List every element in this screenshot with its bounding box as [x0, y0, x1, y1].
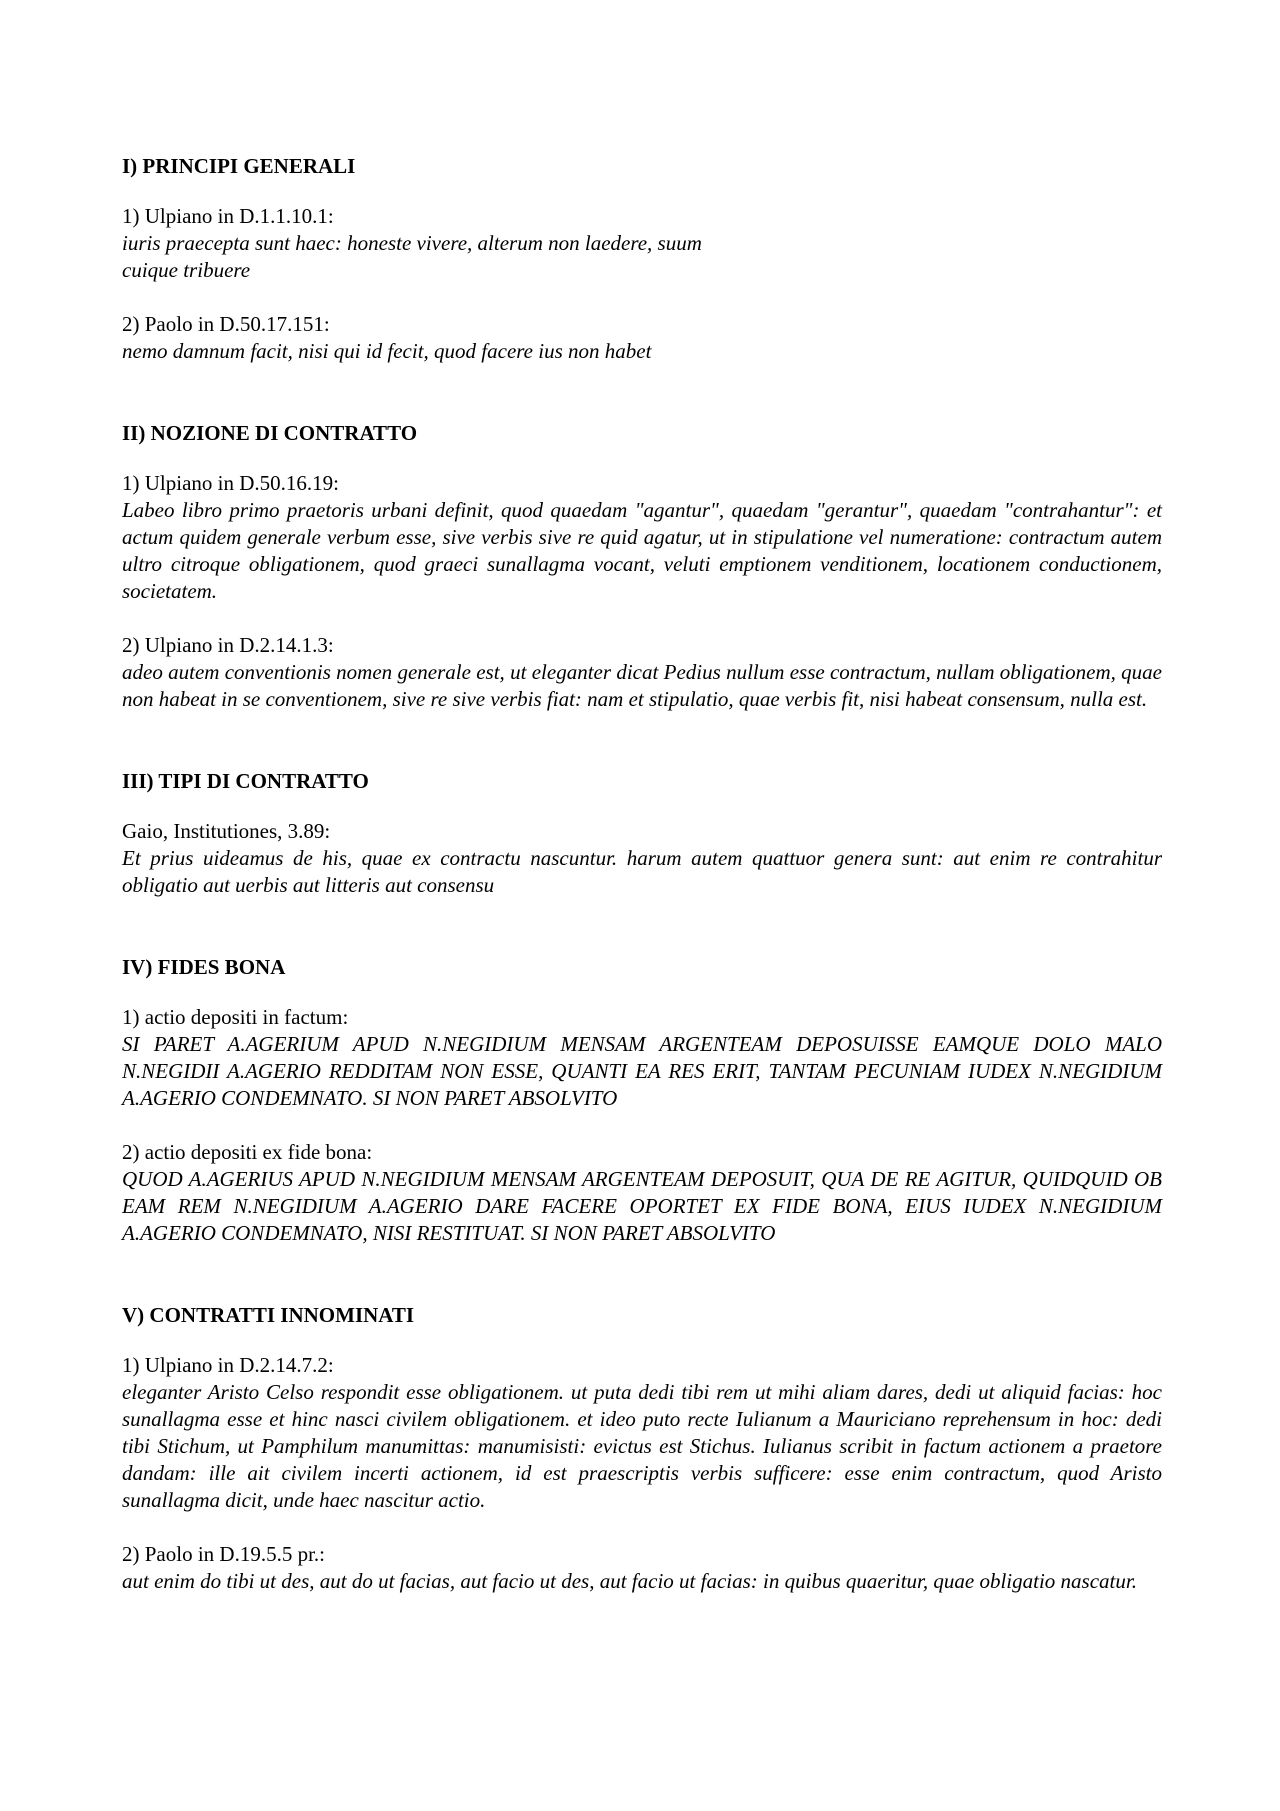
section-principi-generali: [122, 153, 1162, 365]
section-title: III) TIPI DI CONTRATTO: [122, 769, 369, 793]
entry-label: 1) Ulpiano in D.50.16.19:: [122, 471, 339, 495]
section-spacer: [122, 1274, 1162, 1302]
entry-label: Gaio, Institutiones, 3.89:: [122, 819, 331, 843]
entry-quote-line: iuris praecepta sunt haec: honeste vivere, alterum non laedere, suum: [122, 231, 702, 255]
entry-label: 2) Paolo in D.19.5.5 pr.:: [122, 1542, 325, 1566]
entry: [122, 1004, 1162, 1112]
section-title: II) NOZIONE DI CONTRATTO: [122, 421, 418, 445]
section-title: IV) FIDES BONA: [122, 955, 286, 979]
entry-label: 1) actio depositi in factum:: [122, 1005, 349, 1029]
entry: [122, 311, 1162, 365]
entry: [122, 1541, 1162, 1595]
entry: [122, 203, 1162, 284]
entry-quote: adeo autem conventionis nomen generale est, ut eleganter dicat Pedius nullum esse contractum, nullam obligationem, quae non habeat in se conventionem, sive re sive verbis fiat: nam et stipulatio, quae verbis fit, nisi habeat consensum, nulla est.: [122, 660, 1162, 711]
entry: [122, 818, 1162, 899]
entry-label: 1) Ulpiano in D.1.1.10.1:: [122, 204, 334, 228]
section-fides-bona: [122, 954, 1162, 1247]
entry-quote: QUOD A.AGERIUS APUD N.NEGIDIUM MENSAM ARGENTEAM DEPOSUIT, QUA DE RE AGITUR, QUIDQUID OB EAM REM N.NEGIDIUM A.AGERIO DARE FACERE OPORTET EX FIDE BONA, EIUS IUDEX N.NEGIDIUM A.AGERIO CONDEMNATO, NISI RESTITUAT. SI NON PARET ABSOLVITO: [122, 1167, 1162, 1245]
section-spacer: [122, 926, 1162, 954]
entry: [122, 470, 1162, 605]
entry-quote: eleganter Aristo Celso respondit esse obligationem. ut puta dedi tibi rem ut mihi aliam dares, dedi ut aliquid facias: hoc sunallagma esse et hinc nasci civilem obligationem. et ideo puto recte Iulianum a Mauriciano reprehensum in hoc: dedi tibi Stichum, ut Pamphilum manumittas: manumisisti: evictus est Stichus. Iulianus scribit in factum actionem a praetore dandam: ille ait civilem incerti actionem, id est praescriptis verbis sufficere: esse enim contractum, quod Aristo sunallagma dicit, unde haec nascitur actio.: [122, 1380, 1162, 1512]
section-contratti-innominati: [122, 1302, 1162, 1595]
section-spacer: [122, 392, 1162, 420]
entry: [122, 632, 1162, 713]
entry-label: 2) actio depositi ex fide bona:: [122, 1140, 373, 1164]
section-spacer: [122, 740, 1162, 768]
section-title: I) PRINCIPI GENERALI: [122, 154, 356, 178]
entry-quote: nemo damnum facit, nisi qui id fecit, quod facere ius non habet: [122, 339, 652, 363]
section-tipi-di-contratto: [122, 768, 1162, 899]
entry-quote: SI PARET A.AGERIUM APUD N.NEGIDIUM MENSAM ARGENTEAM DEPOSUISSE EAMQUE DOLO MALO N.NEGIDII A.AGERIO REDDITAM NON ESSE, QUANTI EA RES ERIT, TANTAM PECUNIAM IUDEX N.NEGIDIUM A.AGERIO CONDEMNATO. SI NON PARET ABSOLVITO: [122, 1032, 1162, 1110]
entry-label: 2) Paolo in D.50.17.151:: [122, 312, 330, 336]
section-title: V) CONTRATTI INNOMINATI: [122, 1303, 415, 1327]
section-nozione-di-contratto: [122, 420, 1162, 713]
entry: [122, 1139, 1162, 1247]
entry-quote: aut enim do tibi ut des, aut do ut facias, aut facio ut des, aut facio ut facias: in quibus quaeritur, quae obligatio nascatur.: [122, 1569, 1137, 1593]
entry: [122, 1352, 1162, 1514]
entry-quote: Labeo libro primo praetoris urbani definit, quod quaedam "agantur", quaedam "gerantur", quaedam "contrahantur": et actum quidem generale verbum esse, sive verbis sive re quid agatur, ut in stipulatione vel numeratione: contractum autem ultro citroque obligationem, quod graeci sunallagma vocant, veluti emptionem venditionem, locationem conductionem, societatem.: [122, 498, 1162, 603]
entry-label: 2) Ulpiano in D.2.14.1.3:: [122, 633, 334, 657]
entry-quote: Et prius uideamus de his, quae ex contractu nascuntur. harum autem quattuor genera sunt: aut enim re contrahitur obligatio aut uerbis aut litteris aut consensu: [122, 846, 1162, 897]
entry-label: 1) Ulpiano in D.2.14.7.2:: [122, 1353, 334, 1377]
entry-quote-line: cuique tribuere: [122, 258, 251, 282]
